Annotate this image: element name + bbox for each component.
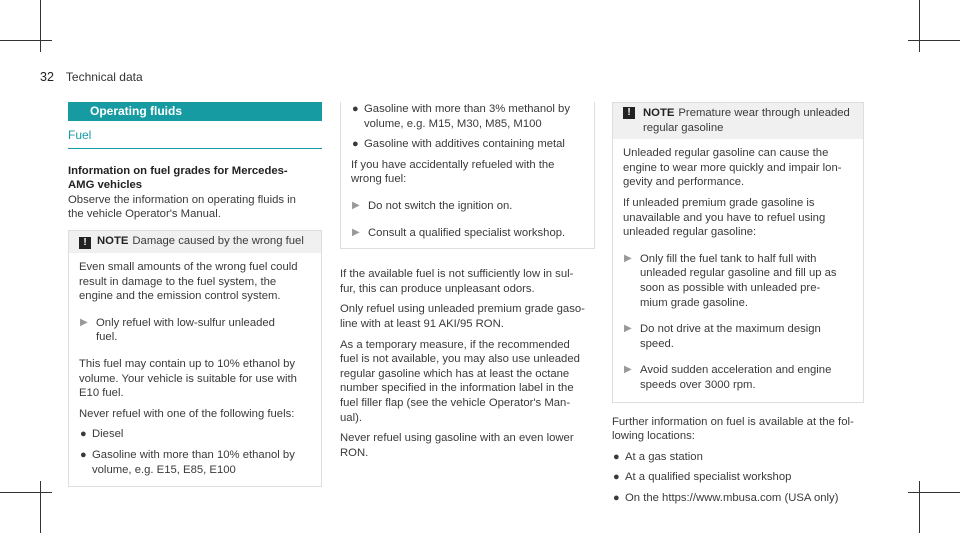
text-line: On the https://www.mbusa.com (USA only) [625,491,839,504]
note-headline-line: Premature wear through unleaded [678,107,850,119]
step-text [640,322,855,351]
note-header [69,231,321,253]
text-line: line with at least 91 AKI/95 RON. [340,317,504,330]
note-paragraph [79,407,313,422]
list-item [351,102,586,131]
section-title: Technical data [65,70,143,84]
list-item [351,137,586,152]
instruction-step [623,322,855,351]
text-line: engine and the emission control system. [79,290,281,303]
body-paragraph [340,302,595,331]
warning-icon: ! [79,237,91,249]
note-paragraph [79,357,313,401]
text-line: unavailable and you have to refuel using [623,211,826,224]
text-line: Only refuel using unleaded premium grade gaso- [340,303,585,316]
bullet-icon: ● [352,103,359,115]
page-number: 32 [40,70,54,84]
step-text: Consult a qualified specialist workshop. [368,226,566,239]
column-2 [340,102,595,460]
text-line: As a temporary measure, if the recommended [340,338,570,351]
crop-mark [908,40,960,41]
text-line: Never refuel using gasoline with an even lower [340,432,574,445]
note-paragraph [623,196,855,240]
crop-mark [0,492,52,493]
text-line: result in damage to the fuel system, the [79,275,277,288]
note-headline [643,106,857,135]
text-line: Diesel [92,428,124,441]
body-paragraph [612,415,864,444]
text-line: number specified in the information label in the [340,382,574,395]
instruction-step [351,226,586,241]
bullet-icon: ● [613,471,620,484]
text-line: E10 fuel. [79,387,124,400]
list-item-text [92,448,313,477]
list-item [612,491,864,506]
list-item-text [364,137,586,152]
note-paragraph [79,260,313,304]
text-line: regular gasoline which has at least the octane [340,367,570,380]
text-line: Never refuel with one of the following fuels: [79,407,295,420]
list-item-text [625,450,864,465]
note-box-continued [340,102,595,249]
text-line: fuel. [96,331,118,344]
text-line: wrong fuel: [351,173,407,186]
crop-mark [919,481,920,533]
text-line: gevity and performance. [623,176,745,189]
crop-mark [40,481,41,533]
note-title: NOTE [97,234,129,247]
text-line: volume. Your vehicle is suitable for use with [79,372,297,385]
intro-text [68,193,322,222]
text-line: volume, e.g. E15, E85, E100 [92,463,236,476]
arrow-icon: ▶ [352,199,360,211]
fuel-grade-heading [68,164,322,193]
text-line: unleaded regular gasoline and fill up as [640,267,837,280]
text-line: lowing locations: [612,430,695,443]
step-text [640,252,855,310]
column-3 [612,102,864,505]
list-item-text [364,102,586,131]
text-line: Avoid sudden acceleration and engine [640,364,832,377]
section-header: Operating fluids [68,102,322,121]
list-item [612,470,864,485]
text-line: At a gas station [625,450,703,463]
arrow-icon: ▶ [624,252,632,264]
text-line: mium grade gasoline. [640,296,749,309]
warning-icon: ! [623,107,635,119]
text-line: Gasoline with more than 10% ethanol by [92,448,295,461]
crop-mark [40,0,41,52]
text-line: engine to wear more quickly and impair lon- [623,161,842,174]
text-line: Observe the information on operating fluids in [68,193,296,206]
bullet-icon: ● [613,491,620,504]
arrow-icon: ▶ [624,323,632,335]
step-text: Do not switch the ignition on. [368,199,513,212]
list-item-text [625,491,864,506]
step-text [96,316,313,345]
body-paragraph [340,338,595,426]
text-line: Only refuel with low-sulfur unleaded [96,316,275,329]
text-line: Further information on fuel is available at the fol- [612,415,854,428]
instruction-step [623,252,855,310]
text-line: Do not drive at the maximum design [640,323,821,336]
text-line: fuel is not available, you may also use unleaded [340,353,580,366]
heading-line: AMG vehicles [68,179,143,192]
text-line: RON. [340,446,369,459]
text-line: speeds over 3000 rpm. [640,378,756,391]
text-line: unleaded regular gasoline: [623,226,757,239]
note-paragraph [351,158,586,187]
text-line: the vehicle Operator's Manual. [68,208,221,221]
list-item [79,427,313,442]
bullet-icon: ● [80,428,87,441]
list-item-text [92,427,313,442]
note-paragraph [623,146,855,190]
arrow-icon: ▶ [624,364,632,376]
crop-mark [919,0,920,52]
text-line: ual). [340,411,362,424]
note-box-premature-wear [612,102,864,403]
text-line: Only fill the fuel tank to half full with [640,252,817,265]
list-item [612,450,864,465]
list-item-text [625,470,864,485]
text-line: At a qualified specialist workshop [625,471,792,484]
list-item [79,448,313,477]
note-header [613,103,863,139]
subsection-title: Fuel [68,128,322,149]
body-paragraph [340,267,595,296]
step-text [640,363,855,392]
bullet-icon: ● [80,448,87,461]
bullet-icon: ● [613,450,620,463]
text-line: volume, e.g. M15, M30, M85, M100 [364,117,542,130]
note-box-wrong-fuel [68,230,322,487]
instruction-step [623,363,855,392]
column-1 [68,102,322,487]
text-line: Even small amounts of the wrong fuel could [79,260,298,273]
heading-line: Information on fuel grades for Mercedes- [68,164,288,177]
page-header [40,70,143,85]
text-line: If the available fuel is not sufficiently low in sul- [340,268,574,281]
text-line: If you have accidentally refueled with the [351,158,555,171]
text-line: speed. [640,337,674,350]
text-line: soon as possible with unleaded pre- [640,281,821,294]
crop-mark [908,492,960,493]
text-line: Gasoline with additives containing metal [364,138,565,151]
text-line: fur, this can produce unpleasant odors. [340,282,535,295]
bullet-icon: ● [352,138,359,151]
arrow-icon: ▶ [80,316,88,328]
note-title: NOTE [643,107,675,119]
crop-mark [0,40,52,41]
note-body [69,253,321,486]
note-body [613,139,863,401]
arrow-icon: ▶ [352,226,360,238]
body-paragraph [340,431,595,460]
instruction-step [79,316,313,345]
text-line: fuel filler flap (see the vehicle Operator's Man- [340,396,571,409]
text-line: Unleaded regular gasoline can cause the [623,147,829,160]
note-headline-line: regular gasoline [643,121,724,134]
text-line: Gasoline with more than 3% methanol by [364,103,570,115]
note-headline: Damage caused by the wrong fuel [132,234,304,247]
text-line: If unleaded premium grade gasoline is [623,196,815,209]
instruction-step [351,199,586,214]
text-line: This fuel may contain up to 10% ethanol by [79,357,296,370]
